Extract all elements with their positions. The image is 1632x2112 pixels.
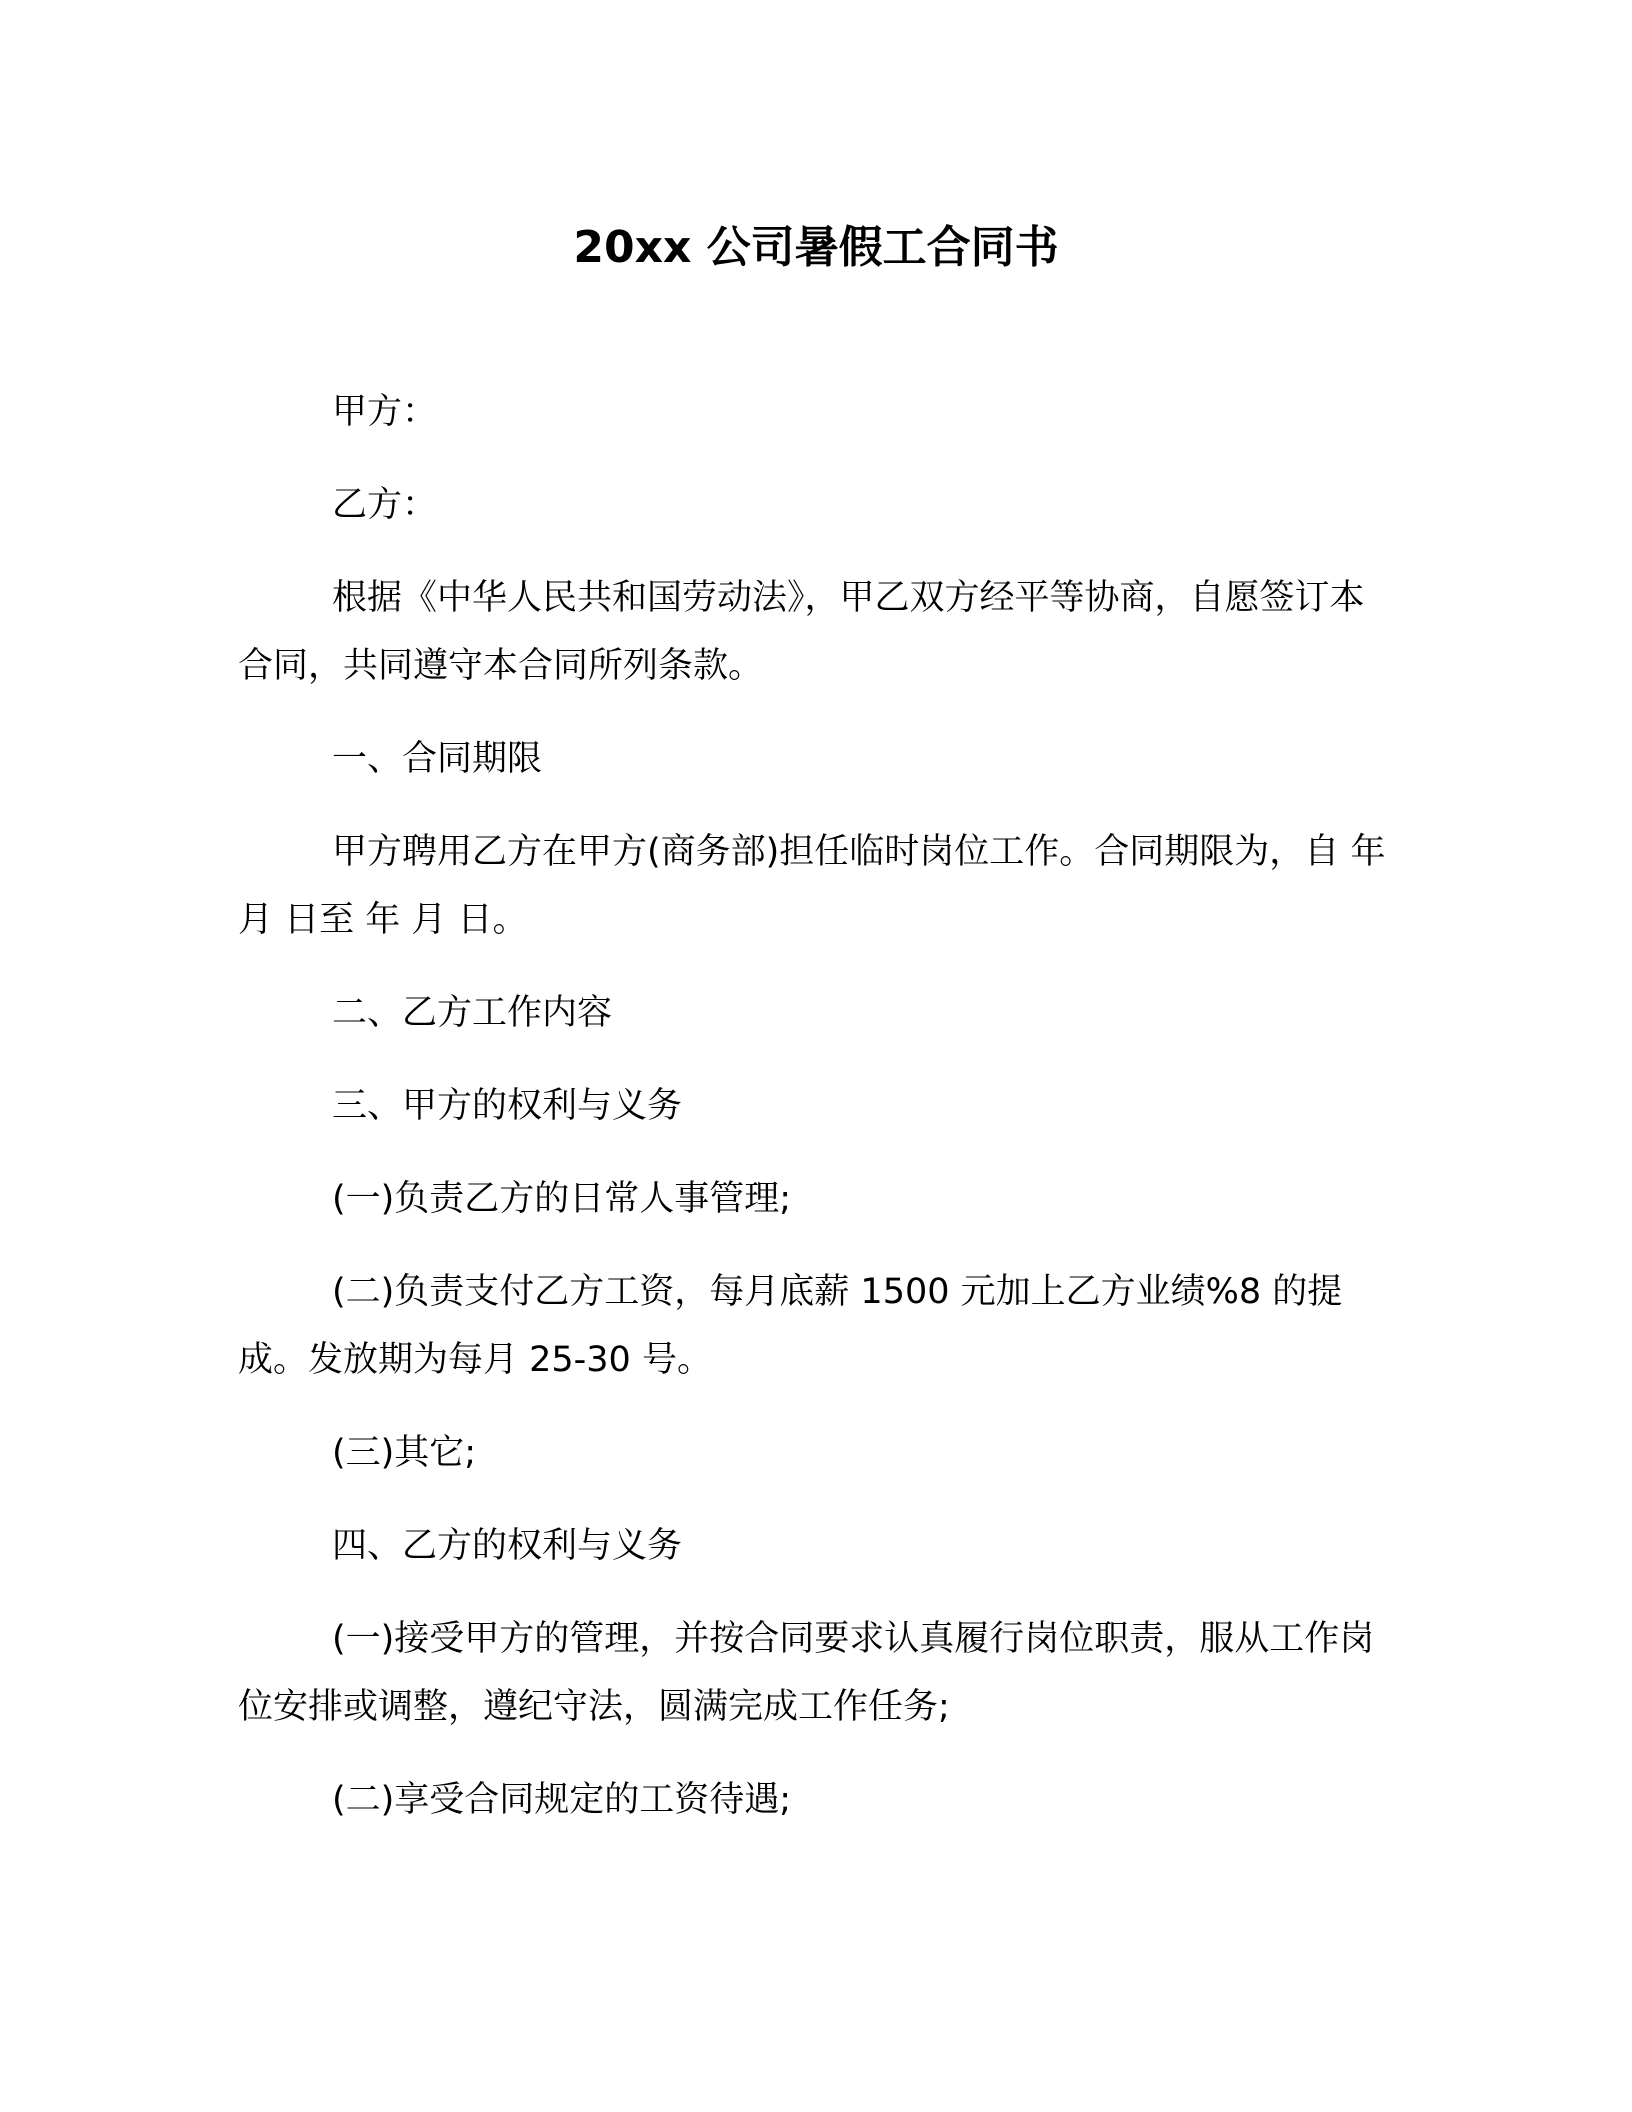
party-b-clause-2: (二)享受合同规定的工资待遇; — [332, 1780, 792, 1820]
term-paragraph: 甲方聘用乙方在甲方(商务部)担任临时岗位工作。合同期限为，自 年 月 日至 年 月 日。 — [238, 832, 1386, 940]
document-body — [238, 378, 1394, 1859]
preamble-paragraph: 根据《中华人民共和国劳动法》，甲乙双方经平等协商，自愿签订本合同，共同遵守本合同所列条款。 — [238, 578, 1365, 686]
section-heading-work-content: 二、乙方工作内容 — [332, 993, 613, 1033]
party-a-line: 甲方： — [332, 392, 438, 432]
section-heading-party-a-rights: 三、甲方的权利与义务 — [332, 1086, 683, 1126]
section-heading-party-b-rights: 四、乙方的权利与义务 — [332, 1526, 683, 1566]
party-b-line: 乙方： — [332, 485, 438, 525]
party-a-clause-1: (一)负责乙方的日常人事管理; — [332, 1179, 792, 1219]
party-a-clause-3: (三)其它; — [332, 1433, 477, 1473]
party-a-clause-2: (二)负责支付乙方工资，每月底薪 1500 元加上乙方业绩%8 的提成。发放期为每月 25-30 号。 — [238, 1272, 1343, 1380]
document-title: 20xx 公司暑假工合同书 — [573, 222, 1059, 273]
section-heading-term: 一、合同期限 — [332, 739, 543, 779]
party-b-clause-1: (一)接受甲方的管理，并按合同要求认真履行岗位职责，服从工作岗位安排或调整，遵纪守法，圆满完成工作任务; — [238, 1619, 1375, 1727]
